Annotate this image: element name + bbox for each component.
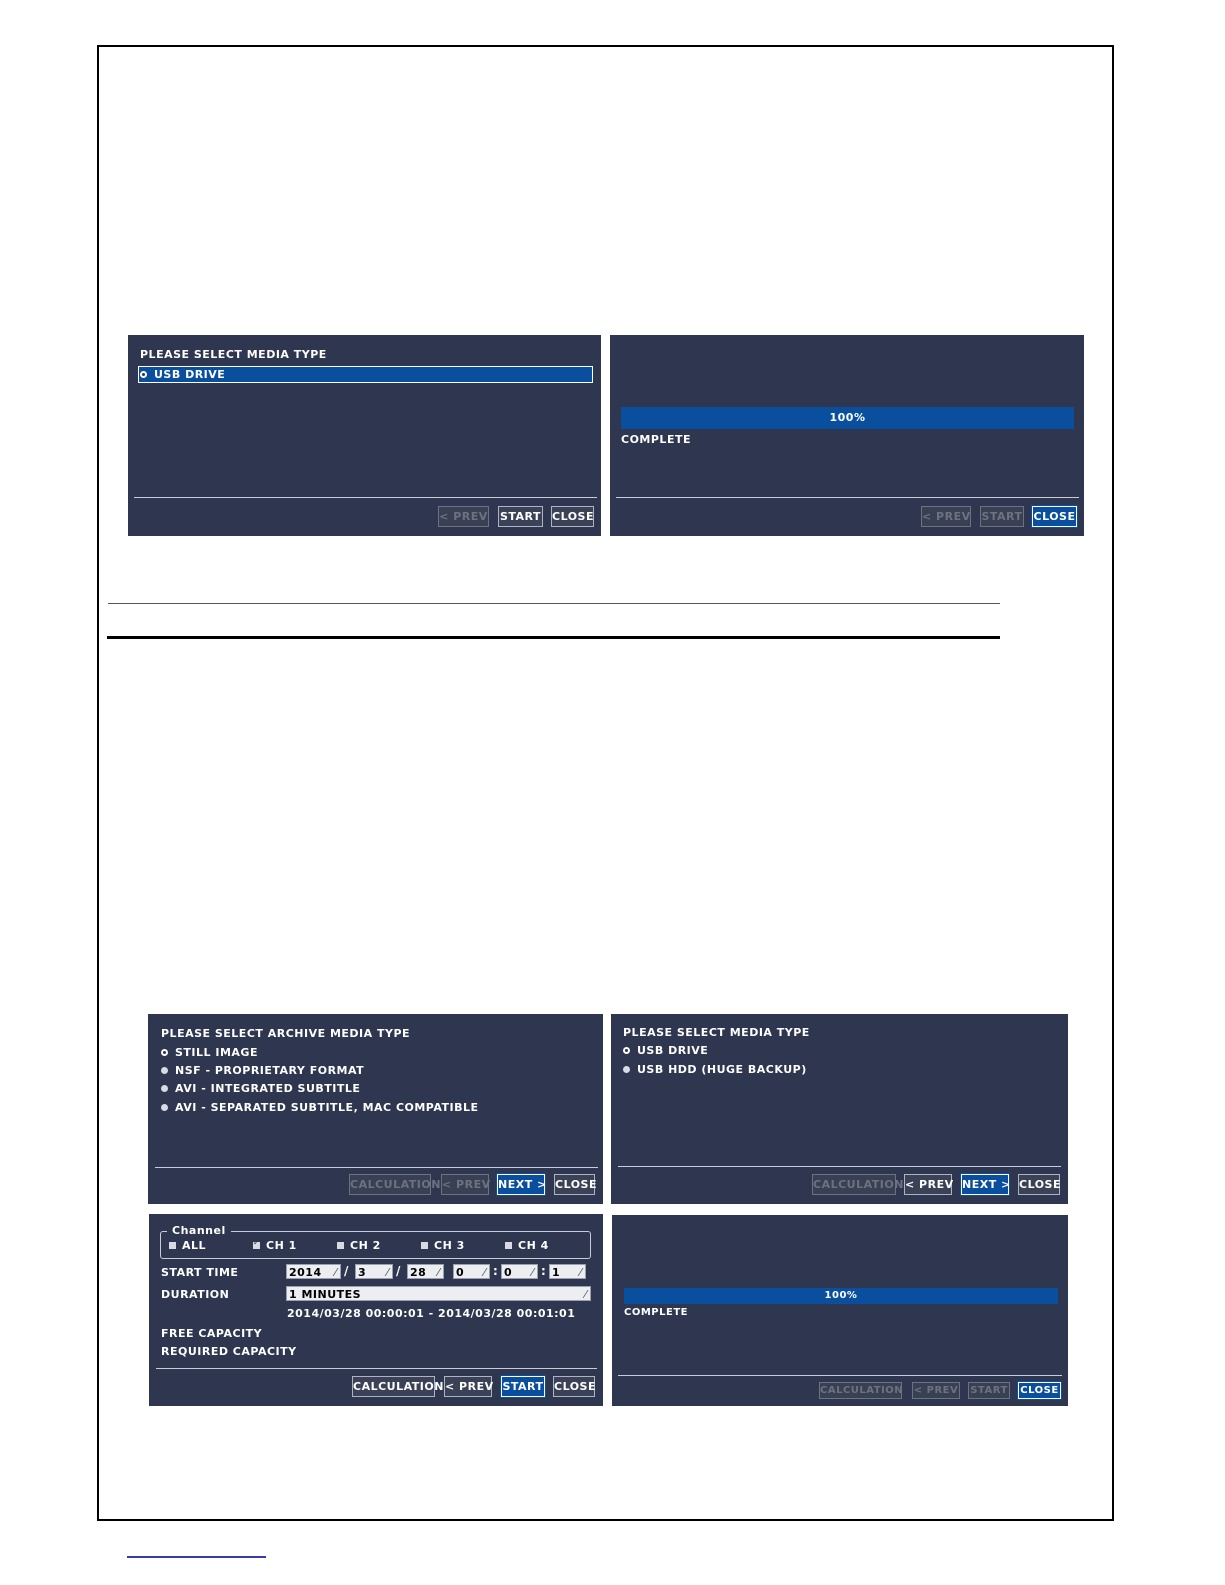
dialog-title: PLEASE SELECT MEDIA TYPE	[140, 348, 327, 361]
next-button[interactable]: NEXT >	[497, 1174, 545, 1195]
dialog-title: PLEASE SELECT ARCHIVE MEDIA TYPE	[161, 1027, 411, 1040]
prev-button[interactable]: < PREV	[921, 506, 971, 527]
next-button[interactable]: NEXT >	[961, 1174, 1009, 1195]
year-field[interactable]: 2014 ⁄	[286, 1264, 341, 1279]
progress-percent: 100%	[829, 411, 866, 424]
progress-percent: 100%	[824, 1290, 858, 1301]
edit-icon: ⁄	[579, 1266, 582, 1279]
checkbox-checked-icon	[253, 1242, 260, 1249]
prev-button[interactable]: < PREV	[904, 1174, 952, 1195]
time-range-text: 2014/03/28 00:00:01 - 2014/03/28 00:01:01	[287, 1307, 576, 1320]
radio-icon	[161, 1085, 168, 1092]
close-button[interactable]: CLOSE	[554, 1174, 595, 1195]
backup-settings-dialog: Channel ALL ✓ CH 1 CH 2 CH 3 CH 4 START TIME 2014 ⁄ / 3 ⁄ / 28 ⁄ 0 ⁄ : 0 ⁄ : 1 ⁄ DURATION 1 MINUTES ⁄ 2014/03/28 00:00:01 - 2014/03/28 00:01:01 FREE CAPACITY REQUIRED CAPACITY CALCULATION < PREV START CLOSE	[149, 1214, 603, 1406]
checkbox-all[interactable]: ALL	[169, 1239, 206, 1252]
duration-label: DURATION	[161, 1288, 230, 1301]
option-label: USB DRIVE	[154, 368, 226, 381]
close-button[interactable]: CLOSE	[1018, 1174, 1060, 1195]
minute-field[interactable]: 0 ⁄	[501, 1264, 538, 1279]
checkbox-icon	[337, 1242, 344, 1249]
option-usb-drive[interactable]	[138, 366, 593, 383]
channel-legend: Channel	[167, 1224, 231, 1237]
free-capacity-label: FREE CAPACITY	[161, 1327, 263, 1340]
media-type-dialog-top-left	[128, 335, 601, 536]
progress-bar	[621, 407, 1074, 429]
backup-progress-dialog-bottom	[612, 1215, 1068, 1406]
option-avi-integrated[interactable]: AVI - INTEGRATED SUBTITLE	[161, 1082, 360, 1095]
edit-icon: ⁄	[584, 1288, 587, 1301]
hour-field[interactable]: 0 ⁄	[453, 1264, 490, 1279]
start-button[interactable]: START	[498, 506, 543, 527]
radio-icon	[623, 1066, 630, 1073]
close-button[interactable]: CLOSE	[551, 506, 594, 527]
calculation-button[interactable]: CALCULATION	[352, 1376, 435, 1397]
archive-media-type-dialog	[148, 1014, 603, 1204]
radio-selected-icon	[161, 1049, 168, 1056]
day-field[interactable]: 28 ⁄	[407, 1264, 444, 1279]
section-divider-thin	[108, 603, 1000, 604]
checkbox-ch4[interactable]: CH 4	[505, 1239, 549, 1252]
footer-link-underline	[127, 1556, 266, 1558]
required-capacity-label: REQUIRED CAPACITY	[161, 1345, 297, 1358]
media-type-dialog-bottom	[611, 1014, 1068, 1204]
edit-icon: ⁄	[334, 1266, 337, 1279]
edit-icon: ⁄	[386, 1266, 389, 1279]
start-time-label: START TIME	[161, 1266, 239, 1279]
edit-icon: ⁄	[531, 1266, 534, 1279]
checkbox-icon	[169, 1242, 176, 1249]
duration-field[interactable]: 1 MINUTES ⁄	[286, 1286, 591, 1301]
prev-button[interactable]: < PREV	[912, 1382, 960, 1399]
checkbox-ch3[interactable]: CH 3	[421, 1239, 465, 1252]
checkbox-icon	[505, 1242, 512, 1249]
dialog-title: PLEASE SELECT MEDIA TYPE	[623, 1026, 810, 1039]
checkbox-ch2[interactable]: CH 2	[337, 1239, 381, 1252]
prev-button[interactable]: < PREV	[441, 1174, 489, 1195]
month-field[interactable]: 3 ⁄	[355, 1264, 393, 1279]
backup-progress-dialog-top-right	[610, 335, 1084, 536]
close-button[interactable]: CLOSE	[1032, 506, 1077, 527]
option-avi-separated[interactable]: AVI - SEPARATED SUBTITLE, MAC COMPATIBLE	[161, 1101, 479, 1114]
close-button[interactable]: CLOSE	[553, 1376, 595, 1397]
option-still-image[interactable]: STILL IMAGE	[161, 1046, 258, 1059]
start-button[interactable]: START	[501, 1376, 545, 1397]
prev-button[interactable]: < PREV	[438, 506, 489, 527]
radio-selected-icon	[623, 1047, 630, 1054]
start-button[interactable]: START	[980, 506, 1024, 527]
calculation-button[interactable]: CALCULATION	[349, 1174, 431, 1195]
second-field[interactable]: 1 ⁄	[549, 1264, 586, 1279]
radio-icon	[161, 1104, 168, 1111]
radio-selected-icon	[140, 371, 147, 378]
prev-button[interactable]: < PREV	[444, 1376, 492, 1397]
option-usb-drive[interactable]: USB DRIVE	[623, 1044, 708, 1057]
section-divider-thick	[107, 636, 1000, 639]
edit-icon: ⁄	[437, 1266, 440, 1279]
calculation-button[interactable]: CALCULATION	[819, 1382, 902, 1399]
edit-icon: ⁄	[483, 1266, 486, 1279]
radio-icon	[161, 1067, 168, 1074]
progress-bar	[624, 1288, 1058, 1304]
checkbox-icon	[421, 1242, 428, 1249]
status-text: COMPLETE	[621, 433, 691, 446]
option-usb-hdd[interactable]: USB HDD (HUGE BACKUP)	[623, 1063, 807, 1076]
status-text: COMPLETE	[624, 1307, 688, 1318]
option-nsf[interactable]: NSF - PROPRIETARY FORMAT	[161, 1064, 364, 1077]
start-button[interactable]: START	[968, 1382, 1010, 1399]
calculation-button[interactable]: CALCULATION	[812, 1174, 896, 1195]
close-button[interactable]: CLOSE	[1018, 1382, 1061, 1399]
checkbox-ch1[interactable]: ✓ CH 1	[253, 1239, 297, 1252]
